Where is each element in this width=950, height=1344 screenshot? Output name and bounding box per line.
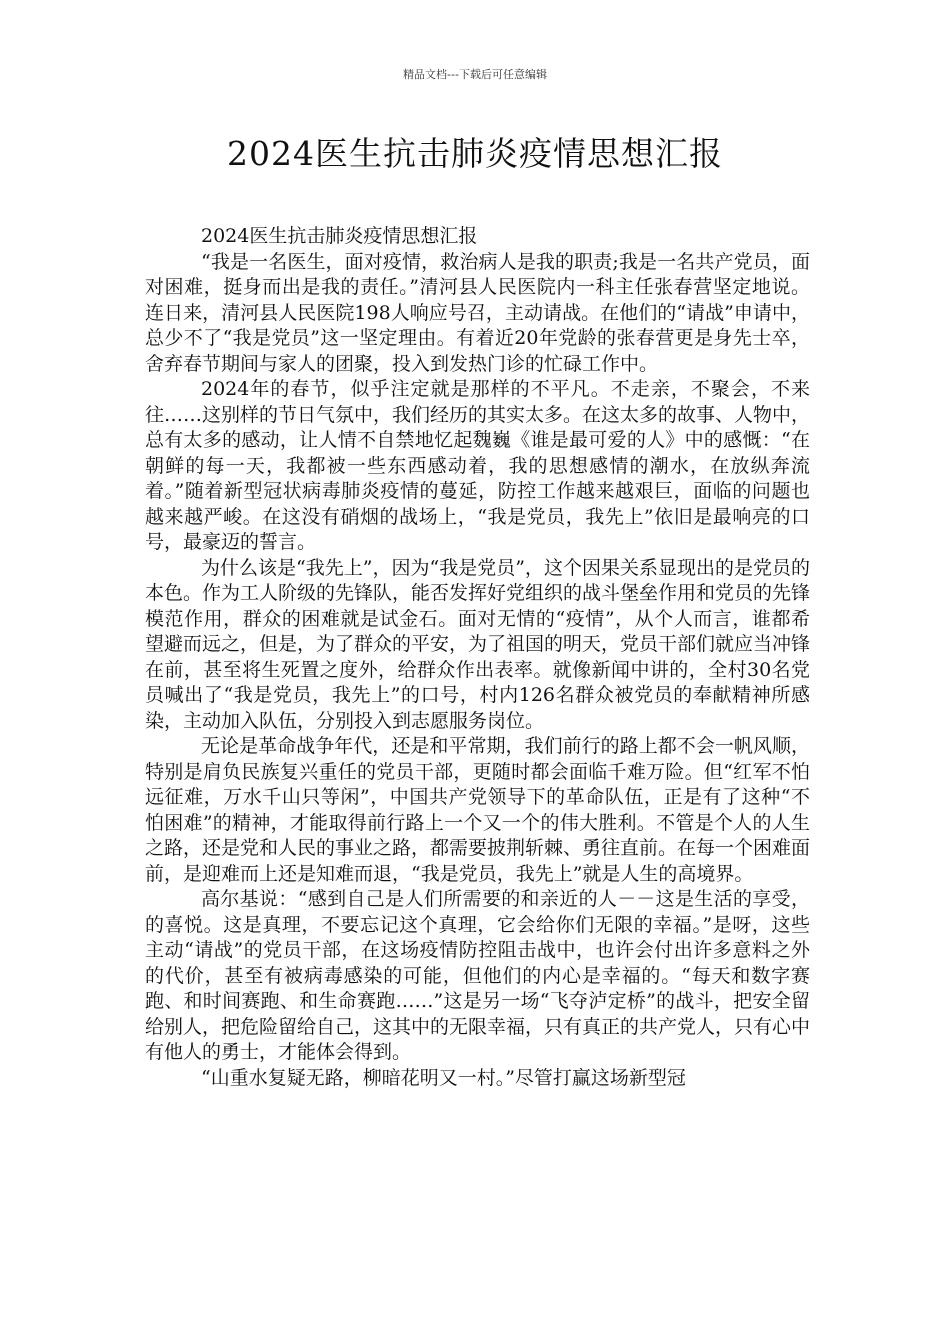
document-subtitle: 2024医生抗击肺炎疫情思想汇报 <box>201 225 478 247</box>
page-header: 精品文档---下载后可任意编辑 <box>403 68 547 81</box>
paragraph-4: 无论是革命战争年代，还是和平常期，我们前行的路上都不会一帆风顺，特别是肩负民族复兴重任的党员干部，更随时都会面临千难万险。但“红军不怕远征难，万水千山只等闲”，中国共产党领导下的革命队伍，正是有了这种“不怕困难”的精神，才能取得前行路上一个又一个的伟大胜利。不管是个人的人生之路，还是党和人民的事业之路，都需要披荆斩棘、勇往直前。在每一个困难面前，是迎难而上还是知难而退，“我是党员，我先上”就是人生的高境界。 <box>145 735 811 885</box>
document-title: 2024医生抗击肺炎疫情思想汇报 <box>227 134 723 173</box>
paragraph-2: 2024年的春节，似乎注定就是那样的不平凡。不走亲，不聚会，不来往……这别样的节日气氛中，我们经历的其实太多。在这太多的故事、人物中，总有太多的感动，让人情不自禁地忆起魏巍《谁是最可爱的人》中的感慨：“在朝鲜的每一天，我都被一些东西感动着，我的思想感情的潮水，在放纵奔流着。”随着新型冠状病毒肺炎疫情的蔓延，防控工作越来越艰巨，面临的问题也越来越严峻。在这没有硝烟的战场上，“我是党员，我先上”依旧是最响亮的口号，最豪迈的誓言。 <box>145 378 811 553</box>
paragraph-1: “我是一名医生，面对疫情，救治病人是我的职责;我是一名共产党员，面对困难，挺身而出是我的责任。”清河县人民医院内一科主任张春营坚定地说。连日来，清河县人民医院198人响应号召，主动请战。在他们的“请战”申请中，总少不了“我是党员”这一坚定理由。有着近20年党龄的张春营更是身先士卒，舍弃春节期间与家人的团聚，投入到发热门诊的忙碌工作中。 <box>145 250 810 375</box>
document-body <box>145 224 810 1091</box>
paragraph-5: 高尔基说：“感到自己是人们所需要的和亲近的人－－这是生活的享受，的喜悦。这是真理，不要忘记这个真理，它会给你们无限的幸福。”是呀，这些主动“请战”的党员干部，在这场疫情防控阻击战中，也许会付出许多意料之外的代价，甚至有被病毒感染的可能，但他们的内心是幸福的。“每天和数字赛跑、和时间赛跑、和生命赛跑……”这是另一场“飞夺泸定桥”的战斗，把安全留给别人，把危险留给自己，这其中的无限幸福，只有真正的共产党人，只有心中有他人的勇士，才能体会得到。 <box>145 888 811 1063</box>
paragraph-3: 为什么该是“我先上”，因为“我是党员”，这个因果关系显现出的是党员的本色。作为工人阶级的先锋队，能否发挥好党组织的战斗堡垒作用和党员的先锋模范作用，群众的困难就是试金石。面对无情的“疫情”，从个人而言，谁都希望避而远之，但是，为了群众的平安，为了祖国的明天，党员干部们就应当冲锋在前，甚至将生死置之度外，给群众作出表率。就像新闻中讲的，全村30名党员喊出了“我是党员，我先上”的口号，村内126名群众被党员的奉献精神所感染，主动加入队伍，分别投入到志愿服务岗位。 <box>145 556 811 732</box>
paragraph-6: “山重水复疑无路，柳暗花明又一村。”尽管打赢这场新型冠 <box>201 1066 686 1089</box>
